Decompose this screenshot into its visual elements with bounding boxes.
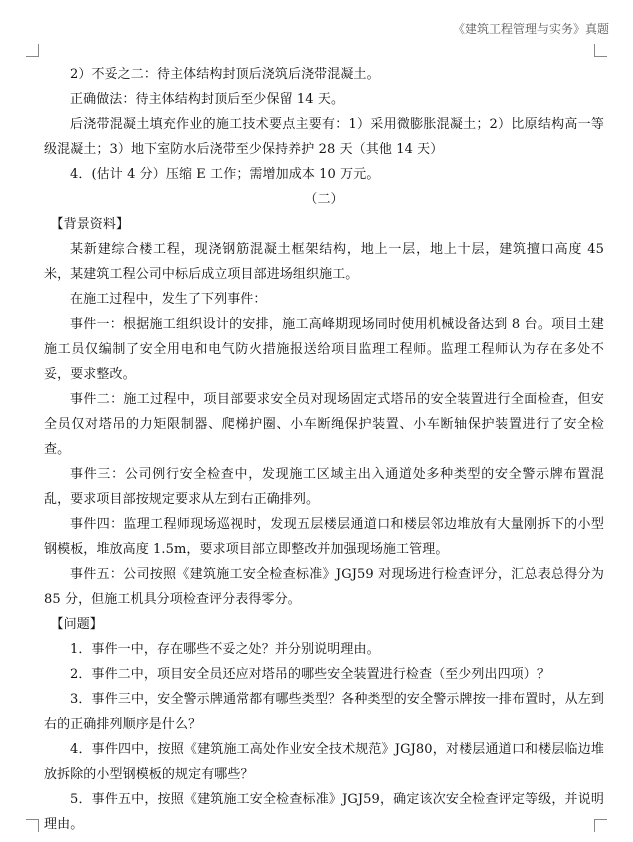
crop-mark-top-left xyxy=(26,44,39,57)
background-paragraph: 某新建综合楼工程，现浇钢筋混凝土框架结构，地上一层，地上十层，建筑擅口高度 45 米，某建筑工程公司中标后成立项目部进场组织施工。 xyxy=(44,242,604,282)
question-3: 3．事件三中，安全警示牌通常都有哪些类型？各种类型的安全警示牌按一排布置时，从左到右的正确排列顺序是什么？ xyxy=(44,692,604,732)
crop-mark-bottom-left xyxy=(26,819,39,832)
section-heading: （二） xyxy=(304,192,344,207)
question-4: 4．事件四中，按照《建筑施工高处作业安全技术规范》JGJ80，对楼层通道口和楼层临边堆放拆除的小型钢模板的规定有哪些？ xyxy=(44,742,604,782)
answer-correct-method: 正确做法：待主体结构封顶后至少保留 14 天。 xyxy=(70,92,345,107)
question-5: 5．事件五中，按照《建筑施工安全检查标准》JGJ59，确定该次安全检查评定等级，并说明理由。 xyxy=(44,792,604,832)
answer-technical-points: 后浇带混凝土填充作业的施工技术要点主要有：1）采用微膨胀混凝土；2）比原结构高一等级混凝土；3）地下室防水后浇带至少保持养护 28 天（其他 14 天） xyxy=(44,117,604,157)
event-5: 事件五：公司按照《建筑施工安全检查标准》JGJ59 对现场进行检查评分，汇总表总得分为 85 分，但施工机具分项检查评分表得零分。 xyxy=(44,567,604,607)
event-3: 事件三：公司例行安全检查中，发现施工区域主出入通道处多种类型的安全警示牌布置混乱，要求项目部按规定要求从左到右正确排列。 xyxy=(44,467,604,507)
background-heading: 【背景资料】 xyxy=(50,217,130,232)
event-4: 事件四：监理工程师现场巡视时，发现五层楼层通道口和楼层邻边堆放有大量刚拆下的小型钢模板，堆放高度 1.5m，要求项目部立即整改并加强现场施工管理。 xyxy=(44,517,604,557)
event-1: 事件一：根据施工组织设计的安排，施工高峰期现场同时使用机械设备达到 8 台。项目土建施工员仅编制了安全用电和电气防火措施报送给项目监理工程师。监理工程师认为存在多处不妥，要求整改。 xyxy=(44,317,604,382)
question-2: 2．事件二中，项目安全员还应对塔吊的哪些安全装置进行检查（至少列出四项）？ xyxy=(70,667,550,682)
answer-4: 4．(估计 4 分）压缩 E 工作；需增加成本 10 万元。 xyxy=(70,167,380,182)
crop-mark-top-right xyxy=(594,44,607,57)
question-1: 1．事件一中，存在哪些不妥之处？并分别说明理由。 xyxy=(70,642,380,657)
answer-improper-2: 2）不妥之二：待主体结构封顶后浇筑后浇带混凝土。 xyxy=(70,67,380,82)
events-intro: 在施工过程中，发生了下列事件： xyxy=(70,292,267,307)
running-header: 《建筑工程管理与实务》真题 xyxy=(452,22,609,36)
event-2: 事件二：施工过程中，项目部要求安全员对现场固定式塔吊的安全装置进行全面检查，但安全员仅对塔吊的力矩限制器、爬梯护圈、小车断绳保护装置、小车断轴保护装置进行了安全检查。 xyxy=(44,392,604,457)
questions-heading: 【问题】 xyxy=(50,617,103,632)
document-body xyxy=(44,62,604,837)
